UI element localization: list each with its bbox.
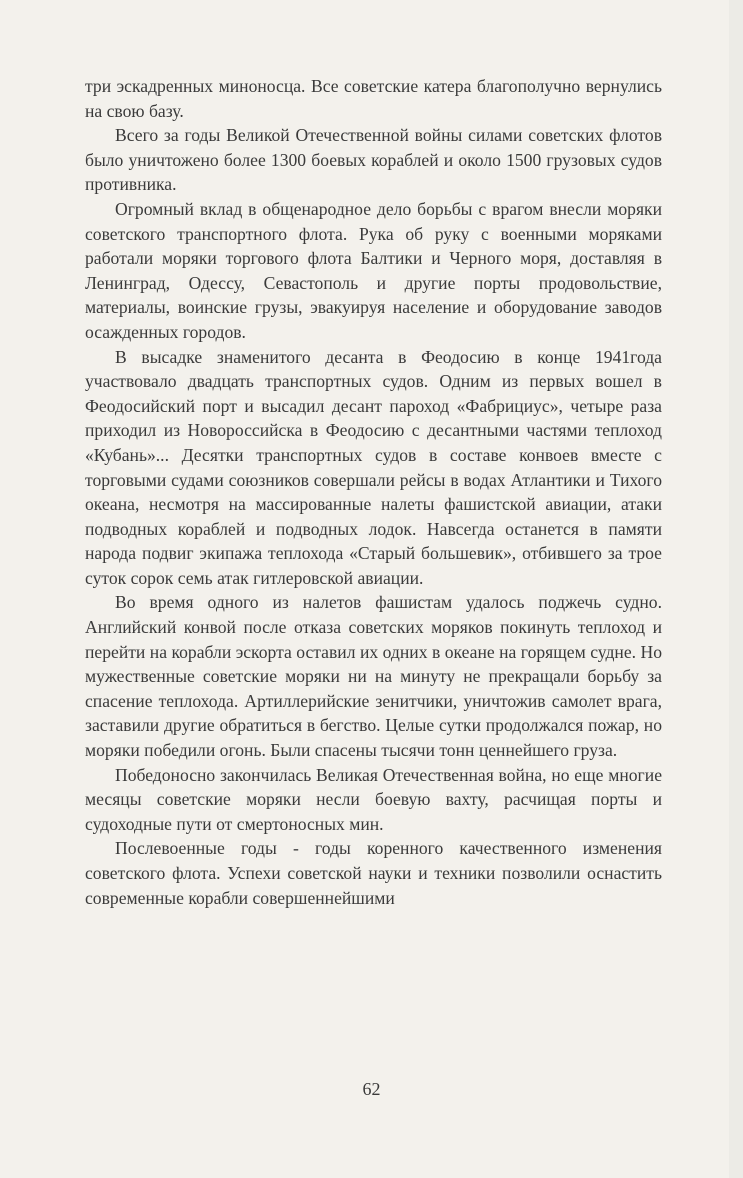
paragraph-postwar: Послевоенные годы - годы коренного качественного изменения советского флота. Успехи советской науки и техники позволили оснастить современные корабли совершеннейшими <box>85 838 662 908</box>
page-edge-shadow <box>729 0 743 1178</box>
paragraph-continuation: три эскадренных миноносца. Все советские катера благополучно вернулись на свою базу. <box>85 76 662 121</box>
paragraph-air-raid: Во время одного из налетов фашистам удалось поджечь судно. Английский конвой после отказа советских моряков покинуть теплоход и перейти на корабли эскорта оставил их одних в океане на горящем судне. Но мужественные советские моряки ни на минуту не прекращали борьбу за спасение теплохода. Артиллерийские зенитчики, уничтожив самолет врага, заставили другие обратиться в бегство. Целые сутки продолжался пожар, но моряки победили огонь. Были спасены тысячи тонн ценнейшего груза. <box>85 592 662 761</box>
paragraph-victory: Победоносно закончилась Великая Отечественная война, но еще многие месяцы советские моряки несли боевую вахту, расчищая порты и судоходные пути от смертоносных мин. <box>85 764 662 834</box>
paragraph-transport-fleet: Огромный вклад в общенародное дело борьбы с врагом внесли моряки советского транспортного флота. Рука об руку с военными моряками работали моряки торгового флота Балтики и Черного моря, доставляя в Ленинград, Одессу, Севастополь и другие порты продовольствие, материалы, воинские грузы, эвакуируя население и оборудование заводов осажденных городов. <box>85 198 662 342</box>
paragraph-fleet-losses: Всего за годы Великой Отечественной войны силами советских флотов было уничтожено более 1300 боевых кораблей и около 1500 грузовых судов противника. <box>85 125 662 195</box>
page-number: 62 <box>362 1079 381 1099</box>
paragraph-feodosia-landing: В высадке знаменитого десанта в Феодосию в конце 1941года участвовало двадцать транспортных судов. Одним из первых вошел в Феодосийский порт и высадил десант пароход «Фабрициус», четыре раза приходил из Новороссийска в Феодосию с десантными частями теплоход «Кубань»... Десятки транспортных судов в составе конвоев вместе с торговыми судами союзников совершали рейсы в водах Атлантики и Тихого океана, несмотря на массированные налеты фашистской авиации, атаки подводных кораблей и подводных лодок. Навсегда останется в памяти народа подвиг экипажа теплохода «Старый большевик», отбившего за трое суток сорок семь атак гитлеровской авиации. <box>85 346 662 588</box>
body-text <box>85 74 662 910</box>
